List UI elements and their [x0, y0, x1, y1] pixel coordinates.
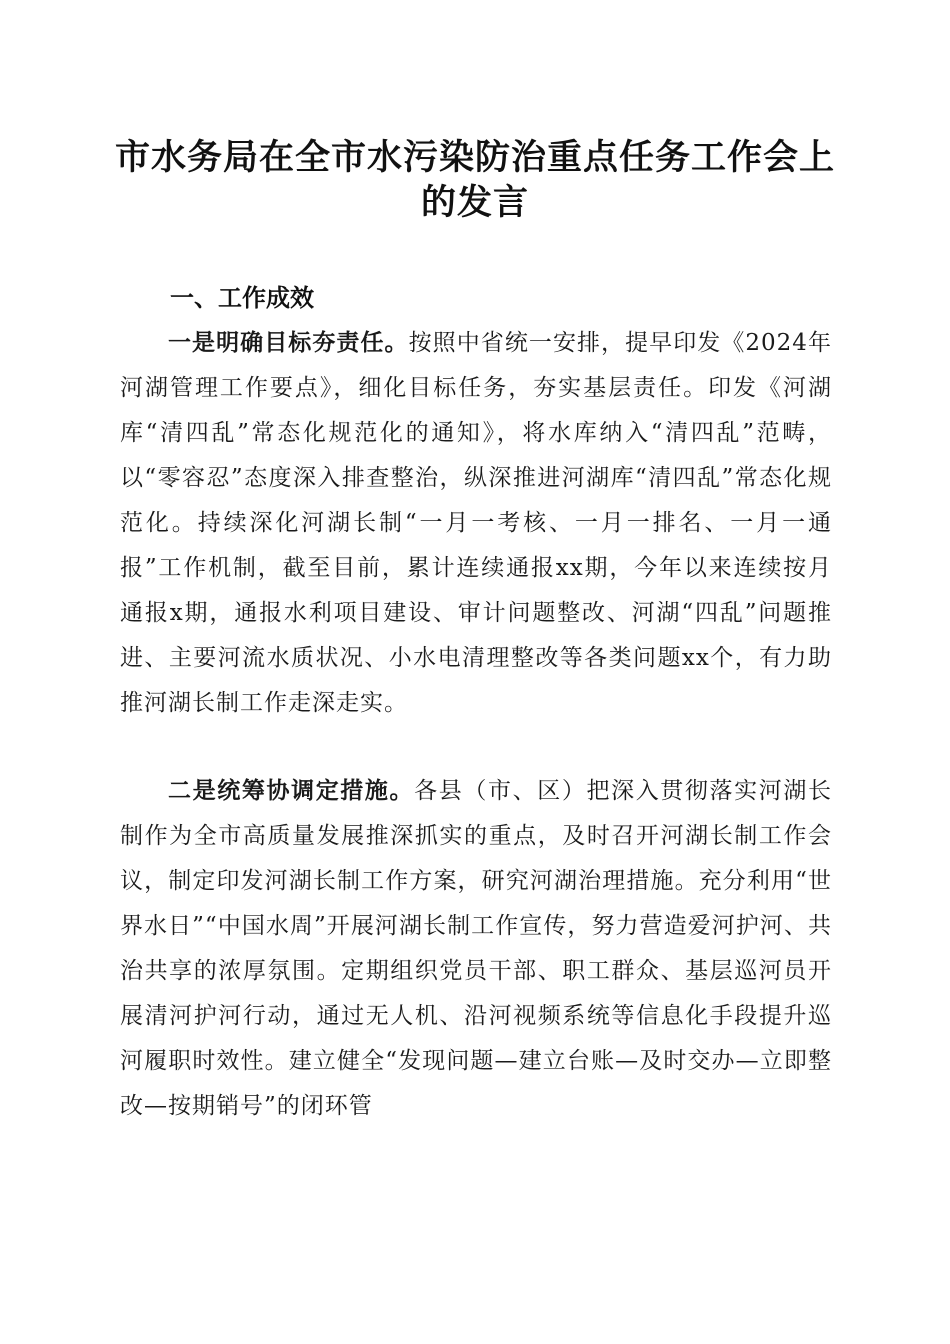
paragraph-2 — [120, 768, 832, 1129]
paragraph-2-text: 各县（市、区）把深入贯彻落实河湖长制作为全市高质量发展推深抓实的重点，及时召开河湖长制工作会议，制定印发河湖长制工作方案，研究河湖治理措施。充分利用“世界水日”“中国水周”开展河湖长制工作宣传，努力营造爱河护河、共治共享的浓厚氛围。定期组织党员干部、职工群众、基层巡河员开展清河护河行动，通过无人机、沿河视频系统等信息化手段提升巡河履职时效性。建立健全“发现问题—建立台账—及时交办—立即整改—按期销号”的闭环管 — [120, 778, 833, 1119]
document-title-line-2: 的发言 — [420, 183, 529, 223]
paragraph-2-lead: 二是统筹协调定措施。 — [168, 777, 415, 804]
section-heading-work-results: 一、工作成效 — [170, 284, 314, 312]
paragraph-1 — [120, 320, 832, 726]
paragraph-1-text: 按照中省统一安排，提早印发《2024年河湖管理工作要点》，细化目标任务，夯实基层责任。印发《河湖库“清四乱”常态化规范化的通知》，将水库纳入“清四乱”范畴，以“零容忍”态度深入排查整治，纵深推进河湖库“清四乱”常态化规范化。持续深化河湖长制“一月一考核、一月一排名、一月一通报”工作机制，截至目前，累计连续通报xx期，今年以来连续按月通报x期，通报水利项目建设、审计问题整改、河湖“四乱”问题推进、主要河流水质状况、小水电清理整改等各类问题xx个，有力助推河湖长制工作走深走实。 — [120, 330, 832, 716]
paragraph-1-lead: 一是明确目标夯责任。 — [168, 329, 409, 356]
document-title — [110, 136, 840, 226]
document-title-line-1: 市水务局在全市水污染防治重点任务工作会上 — [114, 138, 835, 178]
